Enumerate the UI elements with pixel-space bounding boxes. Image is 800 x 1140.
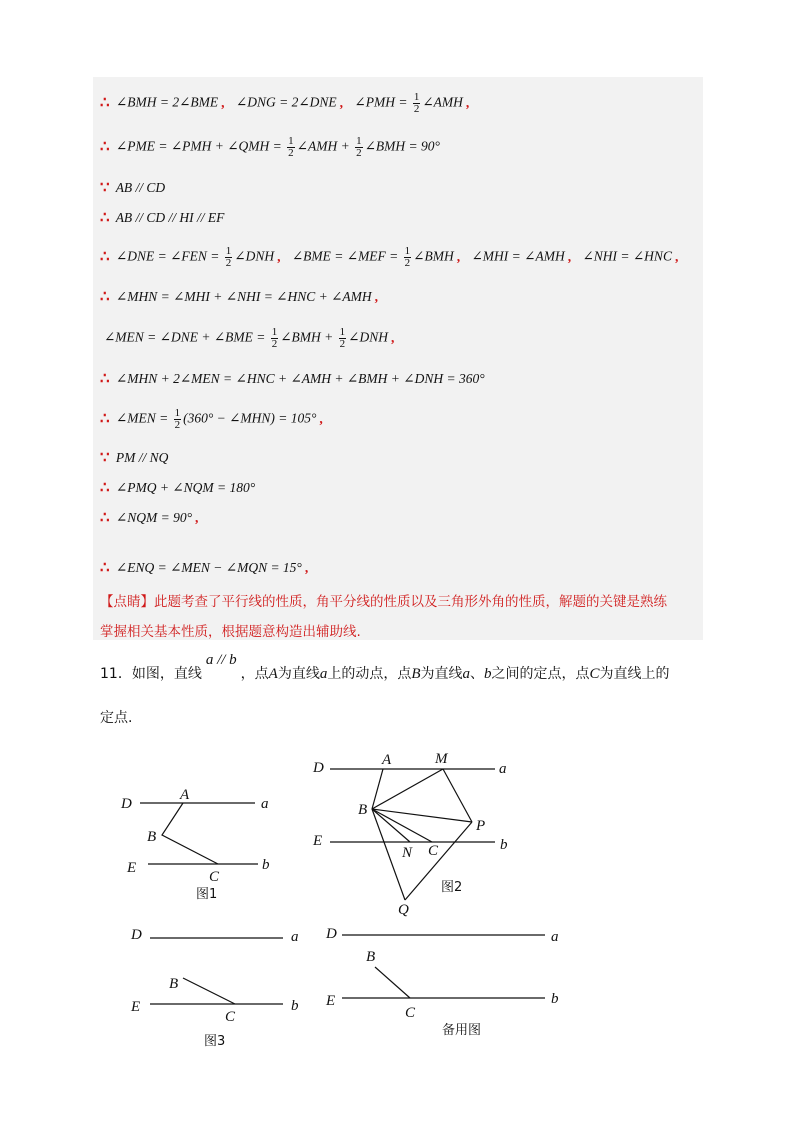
denominator: 2 <box>271 338 278 350</box>
fig4-label-a: a <box>551 929 559 945</box>
solution-line-2 <box>100 136 440 159</box>
math-expr: ∠NHI = ∠HNC <box>582 248 672 264</box>
fraction <box>355 136 363 159</box>
point-C: C <box>589 666 600 682</box>
solution-line-12 <box>100 508 206 528</box>
comma: , <box>221 94 225 110</box>
numerator: 1 <box>174 407 181 419</box>
math-expr: ∠MEN = ∠DNE + ∠BME = <box>104 329 269 345</box>
fig1-label-C: C <box>209 869 220 885</box>
parallel-expr: a // b <box>205 652 237 668</box>
fig2-label-C: C <box>428 843 439 859</box>
numerator: 1 <box>225 245 232 257</box>
numerator: 1 <box>404 245 411 257</box>
fig2-label-D: D <box>313 760 324 776</box>
therefore-symbol: ∴ <box>100 371 110 387</box>
math-expr: ∠MHI = ∠AMH <box>471 248 565 264</box>
fig2-label-A: A <box>382 752 392 768</box>
math-expr: ∠DNE = ∠FEN = <box>115 248 223 264</box>
solution-line-3 <box>100 178 165 198</box>
fraction <box>339 327 347 350</box>
fig4-segment-BC <box>375 967 410 998</box>
fig2-segment-MB <box>372 769 443 809</box>
math-expr: PM // NQ <box>115 450 169 465</box>
fig3-label-b: b <box>291 998 299 1014</box>
numerator: 1 <box>356 135 362 147</box>
math-expr: ∠MEN = <box>115 410 172 426</box>
fig1-label-D: D <box>121 796 132 812</box>
denominator: 2 <box>225 257 232 269</box>
text-segment: 为直线上的 <box>599 666 670 682</box>
fig1-label-A: A <box>180 787 190 803</box>
fig2-label-P: P <box>476 818 486 834</box>
comma: , <box>277 248 281 264</box>
therefore-symbol: ∴ <box>100 248 110 265</box>
math-expr: ∠NQM = 90° <box>115 510 192 525</box>
fig3-label-E: E <box>131 999 141 1015</box>
denominator: 2 <box>288 147 294 159</box>
fig1-path-ABC <box>162 803 218 864</box>
math-expr: AB // CD // HI // EF <box>115 210 225 225</box>
solution-line-11 <box>100 478 255 498</box>
denominator: 2 <box>404 257 411 269</box>
math-expr: ∠AMH <box>422 94 463 110</box>
math-expr: ∠BMH = 90° <box>364 138 440 154</box>
point-B: B <box>411 666 421 682</box>
therefore-symbol: ∴ <box>100 510 110 526</box>
fraction <box>271 327 279 350</box>
fig2-label-E: E <box>313 833 323 849</box>
fig3-segment-BC <box>183 978 235 1004</box>
line-b: b <box>484 666 492 682</box>
comma: , <box>195 510 199 525</box>
fig3-label-a: a <box>291 929 299 945</box>
solution-line-5 <box>100 246 686 269</box>
math-expr: ∠BMH <box>413 248 454 264</box>
numerator: 1 <box>271 326 278 338</box>
math-expr: ∠BME = ∠MEF = <box>291 248 402 264</box>
math-expr: ∠PMH = <box>354 94 411 110</box>
therefore-symbol: ∴ <box>100 138 110 155</box>
solution-line-7 <box>104 327 402 350</box>
fig2-label-B: B <box>358 802 368 818</box>
figures-svg <box>0 740 800 1140</box>
solution-line-10 <box>100 448 168 468</box>
fraction <box>225 246 233 269</box>
comma: , <box>339 94 344 110</box>
fig4-label-C: C <box>405 1005 416 1021</box>
fig2-segment-MP <box>443 769 472 822</box>
comma: , <box>456 248 461 264</box>
fig1-label-E: E <box>127 860 137 876</box>
denominator: 2 <box>356 147 362 159</box>
text-segment: ，点 <box>240 666 269 682</box>
numerator: 1 <box>339 326 346 338</box>
therefore-symbol: ∴ <box>100 560 110 576</box>
math-expr: ∠PMQ + ∠NQM = 180° <box>115 480 256 495</box>
fig3-label-D: D <box>131 927 142 943</box>
fig4-label-B: B <box>366 949 376 965</box>
comma: , <box>391 329 395 345</box>
numerator: 1 <box>413 91 420 103</box>
math-expr: ∠ENQ = ∠MEN − ∠MQN = 15° <box>115 560 302 575</box>
fig2-label-Q: Q <box>398 902 409 918</box>
comment-line-2: 掌握相关基本性质，根据题意构造出辅助线. <box>100 624 361 640</box>
fraction <box>287 136 295 159</box>
therefore-symbol: ∴ <box>100 410 110 427</box>
fig4-label-b: b <box>551 991 559 1007</box>
fig2-label-M: M <box>435 751 448 767</box>
text-segment: 上的动点，点 <box>327 666 412 682</box>
fraction <box>404 246 412 269</box>
denominator: 2 <box>174 419 181 431</box>
math-expr: ∠DNG = 2∠DNE <box>235 94 337 110</box>
numerator: 1 <box>288 135 294 147</box>
solution-line-9 <box>100 408 331 431</box>
fig3-label-B: B <box>169 976 179 992</box>
fig1-label-a: a <box>261 796 269 812</box>
denominator: 2 <box>413 103 420 115</box>
fig4-label-D: D <box>326 926 337 942</box>
comma: , <box>304 560 309 575</box>
comma: , <box>319 410 323 426</box>
line-a: a <box>462 666 471 682</box>
math-expr: ∠DNH <box>348 329 388 345</box>
fig2-segment-BP <box>372 809 472 822</box>
math-expr: AB // CD <box>115 180 166 195</box>
therefore-symbol: ∴ <box>100 210 110 226</box>
math-expr: ∠AMH + <box>296 138 354 154</box>
denominator: 2 <box>339 338 346 350</box>
comma: , <box>374 289 379 304</box>
fraction <box>174 408 182 431</box>
fig2-label-b: b <box>500 837 508 853</box>
math-expr: ∠PME = ∠PMH + ∠QMH = <box>115 138 286 154</box>
fig3-caption: 图3 <box>204 1034 226 1049</box>
text-segment: 为直线 <box>420 666 463 682</box>
math-expr: ∠BMH = 2∠BME <box>115 94 219 110</box>
math-expr: ∠DNH <box>234 248 275 264</box>
solution-line-6 <box>100 287 386 307</box>
text-segment: 之间的定点，点 <box>491 666 590 682</box>
therefore-symbol: ∴ <box>100 289 110 305</box>
solution-panel <box>93 77 703 640</box>
fig1-label-b: b <box>262 857 270 873</box>
fig2-segment-BC <box>372 809 432 842</box>
fig1-label-B: B <box>147 829 157 845</box>
math-expr: ∠MHN + 2∠MEN = ∠HNC + ∠AMH + ∠BMH + ∠DNH = 360° <box>115 371 485 386</box>
question-text-line-1 <box>100 652 670 683</box>
text-segment: 为直线 <box>277 666 320 682</box>
point-A: A <box>268 666 278 682</box>
line-a: a <box>319 666 328 682</box>
math-expr: ∠BMH + <box>280 329 337 345</box>
solution-line-8 <box>100 369 485 389</box>
solution-line-4 <box>100 208 224 228</box>
because-symbol: ∵ <box>100 180 110 196</box>
fig1-caption: 图1 <box>196 887 218 902</box>
fraction <box>413 92 421 115</box>
comma: , <box>465 94 470 110</box>
fig3-label-C: C <box>225 1009 236 1025</box>
therefore-symbol: ∴ <box>100 480 110 496</box>
fig2-segment-AB <box>372 769 383 809</box>
question-number: 11．如图，直线 <box>100 666 202 682</box>
solution-line-1 <box>100 92 477 115</box>
fig4-caption: 备用图 <box>442 1023 482 1038</box>
comma: , <box>567 248 572 264</box>
solution-line-13 <box>100 558 316 578</box>
question-text-line-2: 定点. <box>100 710 133 726</box>
fig2-label-N: N <box>402 845 413 861</box>
fig2-caption: 图2 <box>441 880 463 895</box>
therefore-symbol: ∴ <box>100 94 110 111</box>
because-symbol: ∵ <box>100 450 110 466</box>
fig4-label-E: E <box>326 993 336 1009</box>
fig2-label-a: a <box>499 761 507 777</box>
math-expr: ∠MHN = ∠MHI + ∠NHI = ∠HNC + ∠AMH <box>115 289 372 304</box>
text-segment: 、 <box>470 666 485 682</box>
comment-line-1: 【点睛】此题考查了平行线的性质，角平分线的性质以及三角形外角的性质，解题的关键是熟练 <box>100 594 667 610</box>
comma: , <box>674 248 679 264</box>
math-expr: (360° − ∠MHN) = 105° <box>183 410 317 426</box>
